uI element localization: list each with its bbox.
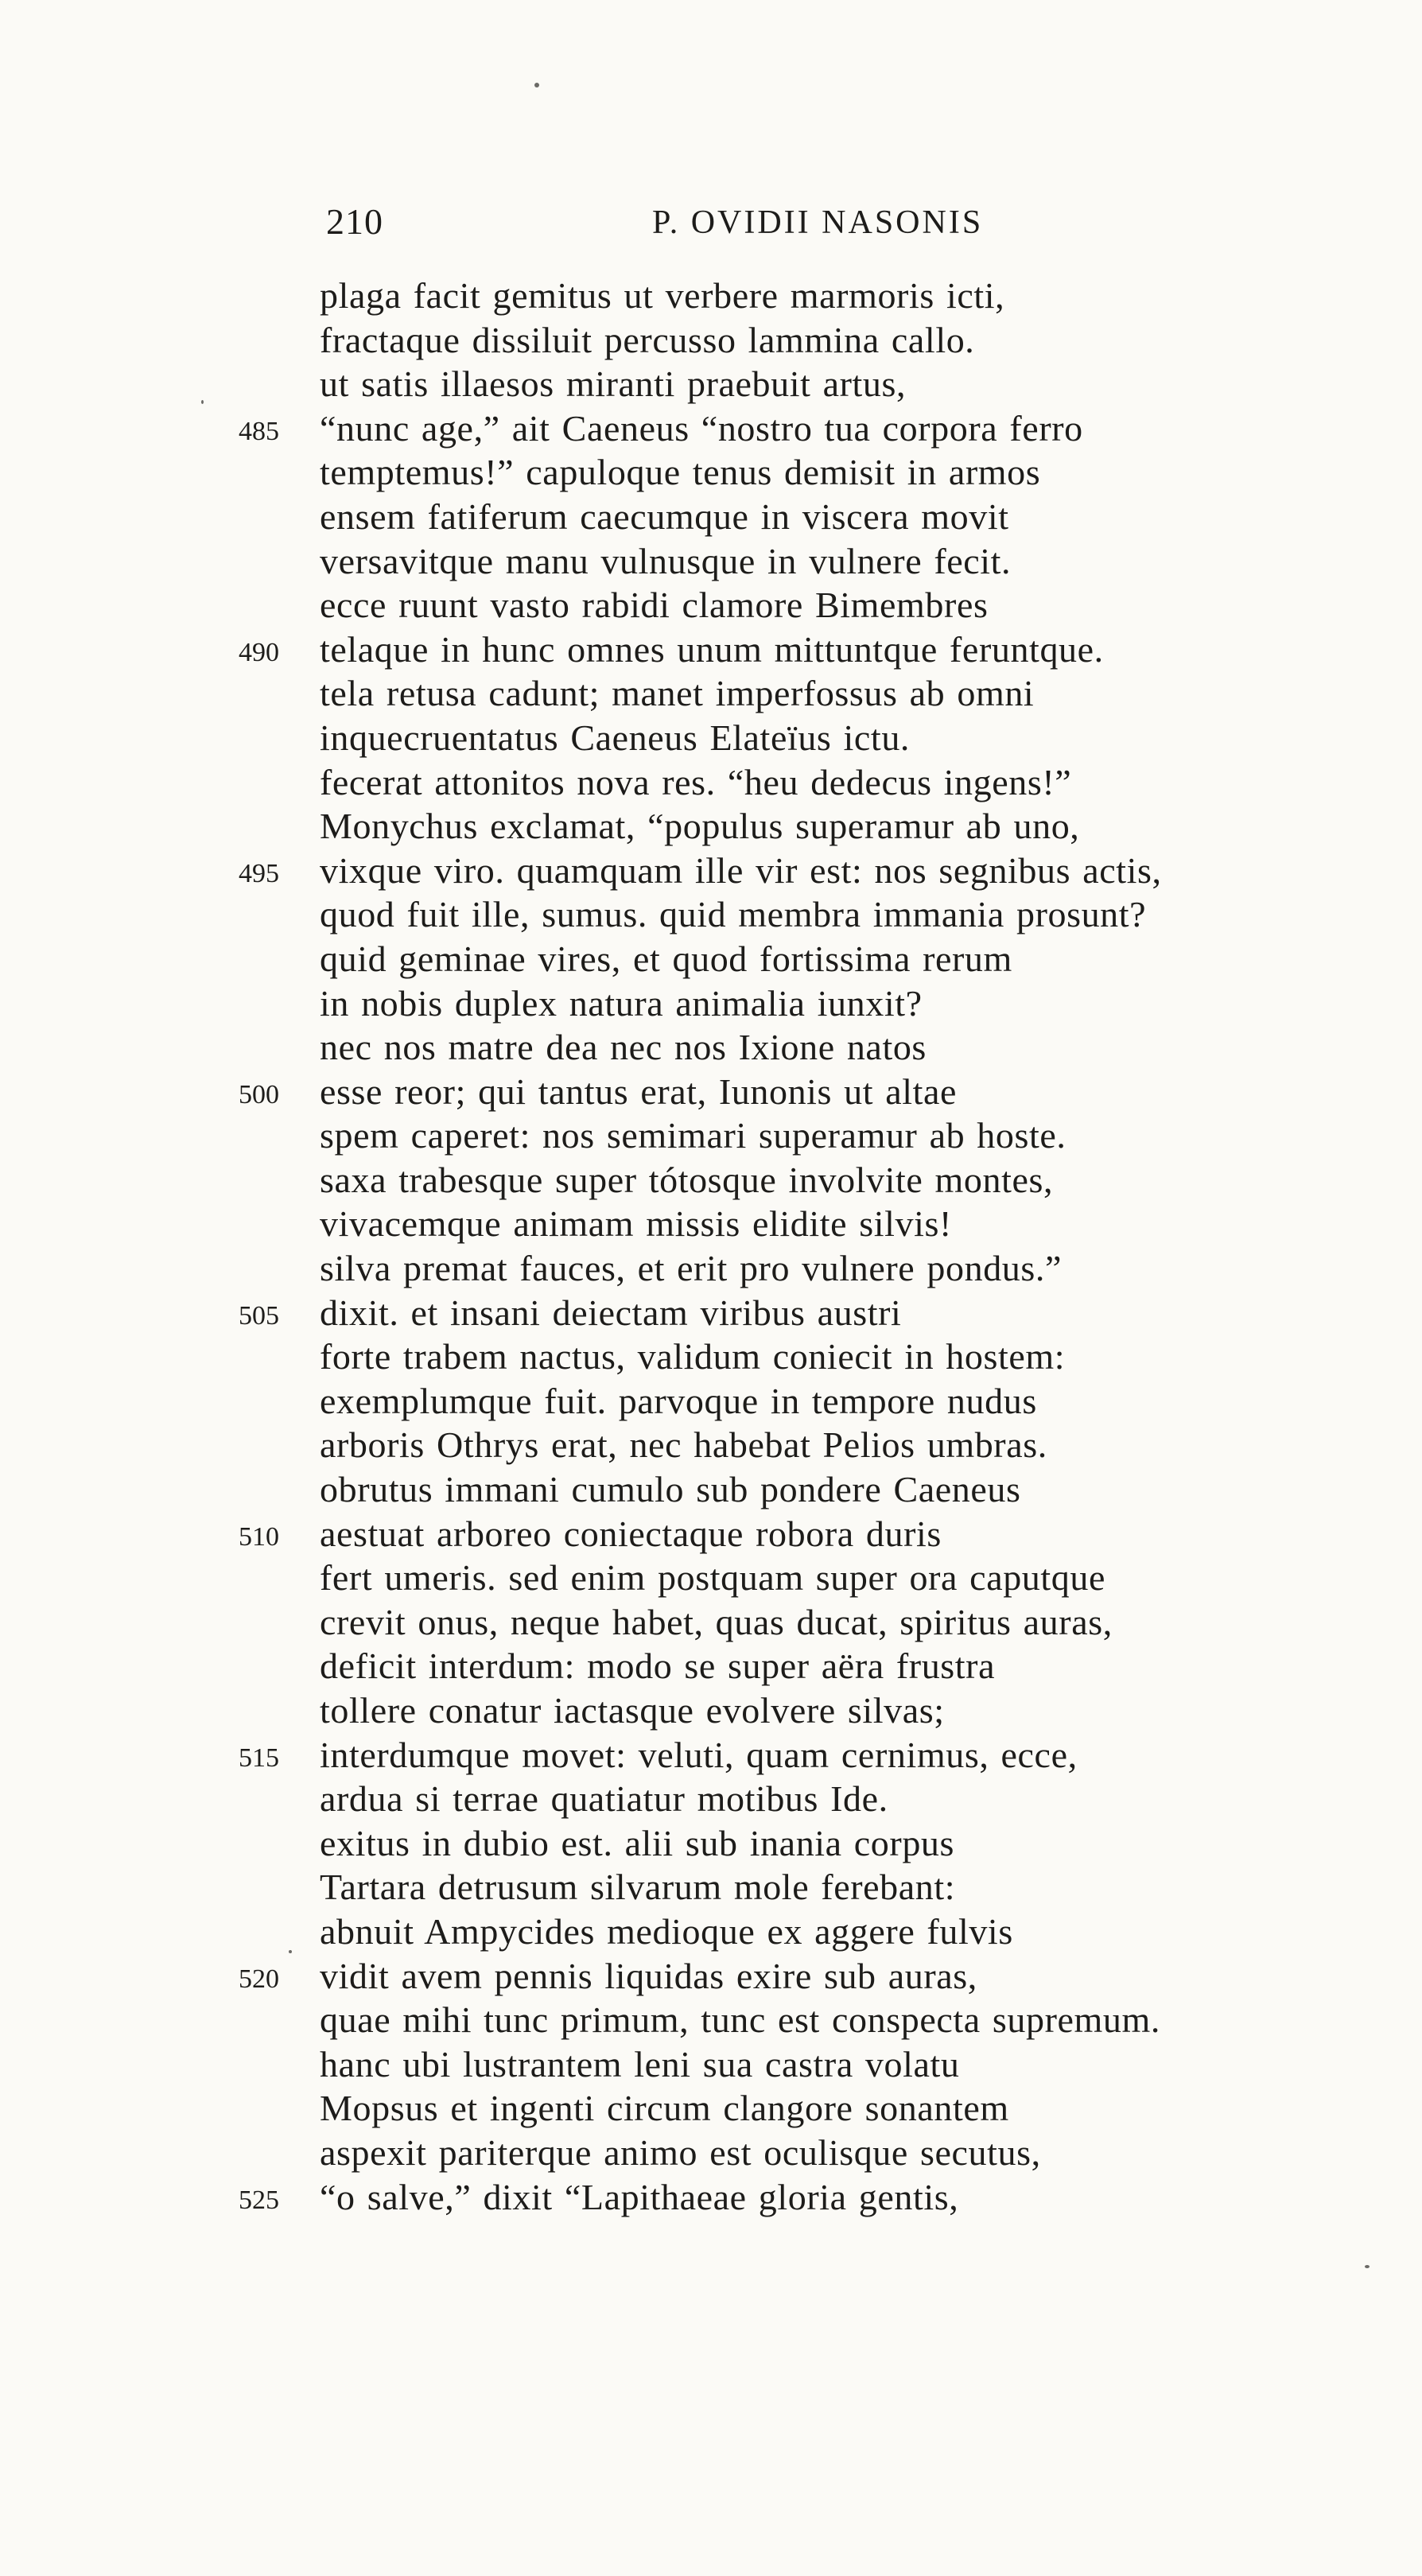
verse-line (0, 2175, 1422, 2220)
verse-line (0, 539, 1422, 584)
verse-line (0, 1910, 1422, 1954)
verse-text: fert umeris. sed enim postquam super ora caputque (320, 1557, 1106, 1599)
verse-line (0, 1291, 1422, 1335)
verse-text: aspexit pariterque animo est oculisque secutus, (320, 2131, 1041, 2173)
running-title: P. OVIDII NASONIS (652, 204, 984, 241)
verse-line (0, 406, 1422, 451)
verse-text: versavitque manu vulnusque in vulnere fecit. (320, 540, 1012, 581)
verse-line (0, 2086, 1422, 2131)
verse-line (0, 1600, 1422, 1645)
verse-line (0, 937, 1422, 981)
verse-line (0, 1954, 1422, 1999)
verse-text: nec nos matre dea nec nos Ixione natos (320, 1027, 927, 1068)
verse-text: dixit. et insani deiectam viribus austri (320, 1292, 902, 1333)
verse-line (0, 981, 1422, 1026)
verse-text: ut satis illaesos miranti praebuit artus, (320, 363, 907, 405)
verse-line (0, 2042, 1422, 2087)
verse-text: abnuit Ampycides medioque ex aggere fulvis (320, 1910, 1013, 1952)
verse-text: Mopsus et ingenti circum clangore sonantem (320, 2088, 1009, 2129)
line-number: 490 (239, 637, 279, 667)
verse-text: tollere conatur iactasque evolvere silvas; (320, 1690, 945, 1731)
verse-text: ecce ruunt vasto rabidi clamore Bimembres (320, 585, 989, 626)
paper-speck (1365, 2265, 1370, 2268)
verse-line (0, 362, 1422, 406)
verse-text: ensem fatiferum caecumque in viscera movit (320, 495, 1009, 537)
line-number: 515 (239, 1743, 279, 1773)
verse-text: vidit avem pennis liquidas exire sub auras, (320, 1955, 977, 1996)
verse-line (0, 274, 1422, 318)
verse-line (0, 1070, 1422, 1114)
verse-text: exemplumque fuit. parvoque in tempore nudus (320, 1380, 1037, 1421)
page-number: 210 (326, 201, 383, 242)
verse-line (0, 1688, 1422, 1733)
verse-line (0, 1998, 1422, 2042)
verse-line (0, 892, 1422, 937)
verse-text: “o salve,” dixit “Lapithaeae gloria gentis, (320, 2176, 959, 2217)
verse-line (0, 1467, 1422, 1512)
verse-text: arboris Othrys erat, nec habebat Pelios umbras. (320, 1424, 1047, 1466)
verse-text: in nobis duplex natura animalia iunxit? (320, 982, 923, 1024)
verse-line (0, 1202, 1422, 1246)
verse-line (0, 495, 1422, 539)
verse-text: plaga facit gemitus ut verbere marmoris icti, (320, 275, 1005, 316)
verse-text: “nunc age,” ait Caeneus “nostro tua corpora ferro (320, 407, 1083, 449)
verse-text: inquecruentatus Caeneus Elateïus ictu. (320, 717, 911, 758)
verse-line (0, 1556, 1422, 1600)
verse-text: crevit onus, neque habet, quas ducat, spiritus auras, (320, 1601, 1113, 1642)
verse-line (0, 760, 1422, 805)
verse-text: interdumque movet: veluti, quam cernimus, ecce, (320, 1734, 1078, 1775)
verse-text: spem caperet: nos semimari superamur ab hoste. (320, 1115, 1066, 1156)
line-number: 525 (239, 2185, 279, 2215)
verse-text: exitus in dubio est. alii sub inania corpus (320, 1822, 955, 1863)
verse-text: telaque in hunc omnes unum mittuntque feruntque. (320, 628, 1104, 670)
verse-line (0, 1025, 1422, 1070)
verse-line (0, 716, 1422, 760)
verse-text: Tartara detrusum silvarum mole ferebant: (320, 1867, 956, 1908)
verse-text: temptemus!” capuloque tenus demisit in armos (320, 452, 1041, 493)
verse-line (0, 1423, 1422, 1467)
verse-line (0, 1512, 1422, 1556)
verse-text: aestuat arboreo coniectaque robora duris (320, 1513, 942, 1554)
verse-line (0, 450, 1422, 495)
verse-text: silva premat fauces, et erit pro vulnere pondus.” (320, 1248, 1063, 1289)
verse-line (0, 804, 1422, 849)
verse-line (0, 318, 1422, 363)
verse-line (0, 1865, 1422, 1910)
verse-text: quid geminae vires, et quod fortissima rerum (320, 938, 1012, 979)
verse-text: hanc ubi lustrantem leni sua castra volatu (320, 2043, 960, 2085)
verse-text: vixque viro. quamquam ille vir est: nos segnibus actis, (320, 849, 1162, 891)
verse-line (0, 2131, 1422, 2175)
verse-text: tela retusa cadunt; manet imperfossus ab omni (320, 673, 1035, 714)
verse-line (0, 1777, 1422, 1821)
verse-line (0, 1644, 1422, 1688)
verse-text: vivacemque animam missis elidite silvis! (320, 1203, 952, 1245)
paper-speck (534, 83, 539, 87)
verse-line (0, 1246, 1422, 1291)
line-number: 505 (239, 1300, 279, 1331)
verse-text: Monychus exclamat, “populus superamur ab uno, (320, 806, 1080, 847)
verse-text: deficit interdum: modo se super aëra frustra (320, 1645, 996, 1687)
verse-text: forte trabem nactus, validum coniecit in hostem: (320, 1336, 1066, 1377)
verse-text: ardua si terrae quatiatur motibus Ide. (320, 1778, 888, 1820)
verse-line (0, 1379, 1422, 1424)
verse-text: quod fuit ille, sumus. quid membra immania prosunt? (320, 894, 1147, 935)
line-number: 485 (239, 416, 279, 446)
line-number: 495 (239, 858, 279, 888)
verse-line (0, 1335, 1422, 1379)
verse-line (0, 1733, 1422, 1778)
verse-line (0, 671, 1422, 716)
line-number: 510 (239, 1521, 279, 1552)
line-number: 520 (239, 1964, 279, 1994)
page-header (326, 200, 1058, 256)
verse-line (0, 1113, 1422, 1158)
verse-text: obrutus immani cumulo sub pondere Caeneus (320, 1469, 1021, 1510)
verse-line (0, 1158, 1422, 1203)
verse-line (0, 583, 1422, 627)
verse-text: saxa trabesque super tótosque involvite montes, (320, 1159, 1054, 1200)
verse-text: quae mihi tunc primum, tunc est conspecta supremum. (320, 1999, 1160, 2041)
verse-text: fecerat attonitos nova res. “heu dedecus ingens!” (320, 761, 1072, 802)
verse-line (0, 849, 1422, 893)
verse-text: esse reor; qui tantus erat, Iunonis ut altae (320, 1070, 958, 1112)
verse-text: fractaque dissiluit percusso lammina callo. (320, 319, 975, 360)
verse-line (0, 627, 1422, 672)
verse-line (0, 1821, 1422, 1866)
poem-text (0, 274, 1422, 2219)
line-number: 500 (239, 1079, 279, 1109)
